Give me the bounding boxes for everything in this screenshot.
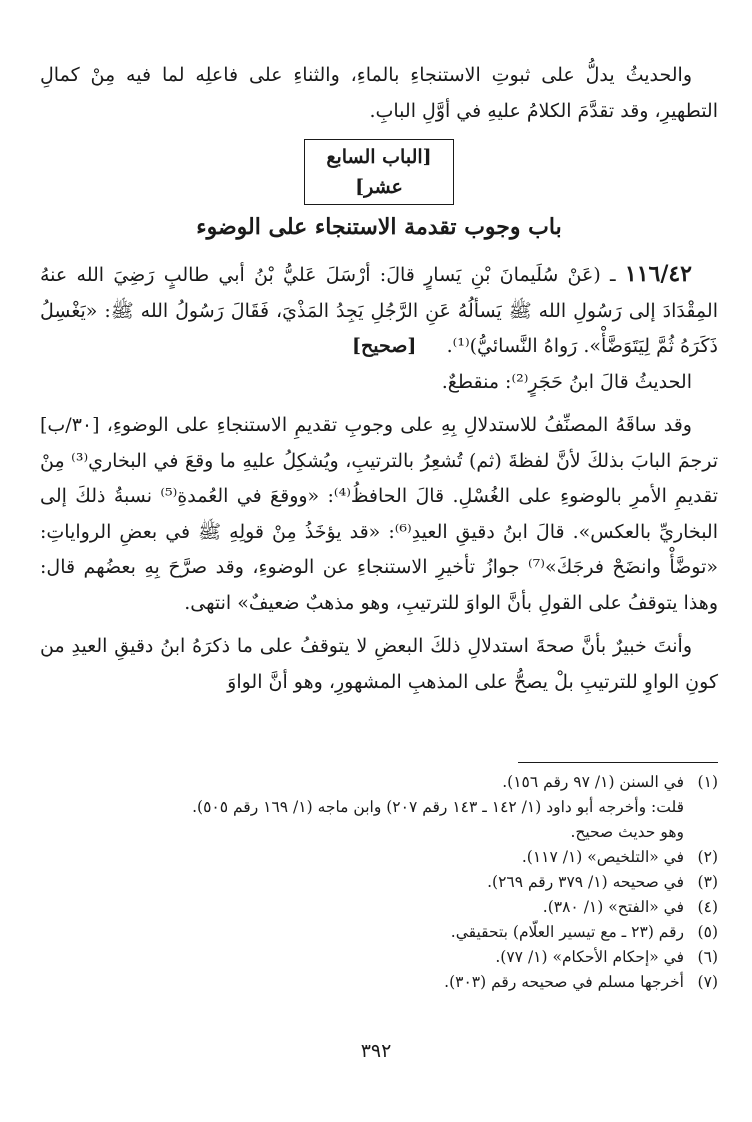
hadith-paragraph	[40, 257, 718, 365]
footnote-text: في «الفتح» (١/ ٣٨٠).	[542, 898, 684, 916]
hadith-text: ـ (عَنْ سُلَيمانَ بْنِ يَسارٍ قالَ: أرْسَلَ عَليُّ بْنُ أبي طالبٍ رَضِيَ الله عنهُ المِقْدَادَ إلى رَسُولِ الله ﷺ يَسألُهُ عَنِ الرَّجُلِ يَجِدُ المَذْيَ، فَقَالَ رَسُولُ الله ﷺ: «يَغْسِلُ ذَكَرَهُ ثُمَّ لِيَتَوَضَّأْ». رَواهُ النَّسائيُّ)⁽¹⁾.	[40, 264, 718, 357]
footnote-number: (٥)	[697, 923, 718, 941]
intro-paragraph: والحديثُ يدلُّ على ثبوتِ الاستنجاءِ بالماءِ، والثناءِ على فاعلِه لما فيه مِنْ كمالِ التطهيرِ، وقد تقدَّمَ الكلامُ عليهِ في أوَّلِ البابِ.	[40, 64, 718, 122]
page-body	[40, 58, 718, 700]
footnote-text: قلت: وأخرجه أبو داود (١/ ١٤٢ ـ ١٤٣ رقم ٢٠٧) وابن ماجه (١/ ١٦٩ رقم ٥٠٥).	[192, 798, 684, 816]
footnote-item	[38, 920, 718, 945]
footnote-text: في «إحكام الأحكام» (١/ ٧٧).	[495, 948, 684, 966]
footnote-text: في صحيحه (١/ ٣٧٩ رقم ٢٦٩).	[487, 873, 684, 891]
footnote-item	[38, 845, 718, 870]
footnote-text: وهو حديث صحيح.	[570, 823, 684, 841]
footnote-number: (٤)	[697, 898, 718, 916]
footnote-item	[38, 870, 718, 895]
commentary-paragraph: وقد ساقَهُ المصنِّفُ للاستدلالِ بِهِ على وجوبِ تقديمِ الاستنجاءِ على الوضوءِ، [٣٠/ب] ترجمَ البابَ بذلكَ لأنَّ لفظةَ (ثم) تُشعِرُ بالترتيبِ، ويُشكِلُ عليهِ ما وقعَ في البخاري⁽³⁾ مِنْ تقديمِ الأمرِ بالوضوءِ على الغُسْلِ. قالَ الحافظُ⁽⁴⁾: «ووقعَ في العُمدةِ⁽⁵⁾ نسبةُ ذلكَ إلى البخاريِّ بالعكس». قالَ ابنُ دقيقِ العيدِ⁽⁶⁾: «قد يؤخَذُ مِنْ قولِهِ ﷺ في بعضِ الرواياتِ: «توضَّأْ وانضَحْ فرجَكَ»⁽⁷⁾ جوازُ تأخيرِ الاستنجاءِ عن الوضوءِ، وقد صرَّحَ بِهِ بعضُهم قال: وهذا يتوقفُ على القولِ بأنَّ الواوَ للترتيبِ، وهو مذهبٌ ضعيفٌ» انتهى.	[40, 414, 718, 614]
chapter-title: باب وجوب تقدمة الاستنجاء على الوضوء	[196, 214, 562, 240]
footnote-number: (٣)	[697, 873, 718, 891]
chapter-number-box: [الباب السابع عشر]	[304, 139, 454, 205]
commentary-paragraph: وأنتَ خبيرٌ بأنَّ صحةَ استدلالِ ذلكَ البعضِ لا يتوقفُ على ما ذكرَهُ ابنُ دقيقِ العيدِ من كونِ الواوِ للترتيبِ بلْ يصحُّ على المذهبِ المشهورِ، وهو أنَّ الواوَ	[40, 635, 718, 693]
footnote-item	[38, 970, 718, 995]
footnote-item	[38, 895, 718, 920]
footnote-divider	[518, 762, 718, 763]
footnote-text: في السنن (١/ ٩٧ رقم ١٥٦).	[502, 773, 684, 791]
footnote-item	[38, 770, 718, 795]
footnote-number: (١)	[697, 773, 718, 791]
footnote-continuation	[38, 820, 718, 845]
footnotes	[38, 770, 718, 995]
footnote-number: (٦)	[697, 948, 718, 966]
commentary-paragraph: الحديثُ قالَ ابنُ حَجَرٍ⁽²⁾: منقطعٌ.	[441, 370, 692, 393]
footnote-number: (٢)	[697, 848, 718, 866]
footnote-number: (٧)	[697, 973, 718, 991]
page-number: ٣٩٢	[360, 1040, 392, 1062]
footnote-text: أخرجها مسلم في صحيحه رقم (٣٠٣).	[444, 973, 684, 991]
hadith-number: ١١٦/٤٢	[624, 261, 692, 287]
hadith-grade: [صحيح]	[352, 335, 417, 357]
footnote-text: رقم (٢٣ ـ مع تيسير العلّام) بتحقيقي.	[450, 923, 684, 941]
footnote-continuation	[38, 795, 718, 820]
footnote-text: في «التلخيص» (١/ ١١٧).	[521, 848, 684, 866]
footnote-item	[38, 945, 718, 970]
